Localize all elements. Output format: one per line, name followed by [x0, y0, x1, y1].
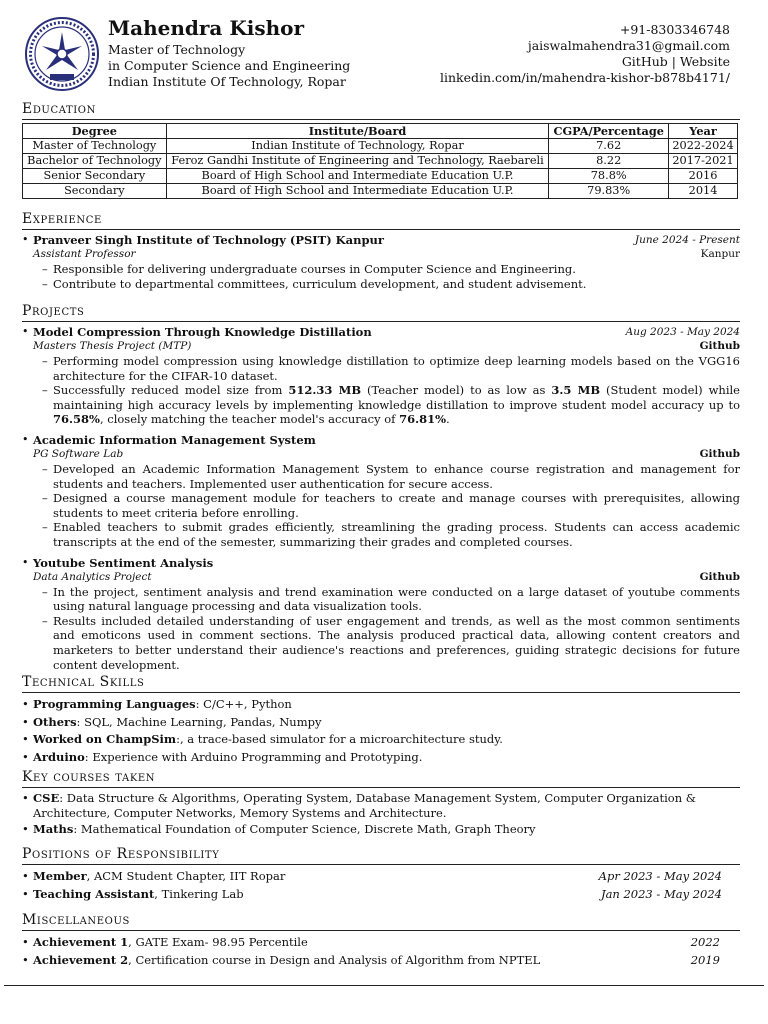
project-name: • Model Compression Through Knowledge Distillation: [33, 325, 372, 339]
column-header: CGPA/Percentage: [549, 124, 669, 139]
position-label: Member: [33, 869, 87, 883]
linkedin-link[interactable]: linkedin.com/in/mahendra-kishor-b878b4171/: [440, 70, 730, 85]
section-title: Technical Skills: [22, 674, 740, 693]
position-text: , ACM Student Chapter, IIT Ropar: [86, 869, 286, 883]
email-link[interactable]: jaiswalmahendra31@gmail.com: [527, 38, 730, 53]
list-item: – Enabled teachers to submit grades efficiently, streamlining the grading process. Students can access academic transcripts at the end of the semester, summarizing their grades and completed courses.: [42, 520, 740, 549]
dates: Aug 2023 - May 2024: [625, 326, 740, 338]
dates: Jan 2023 - May 2024: [600, 886, 722, 901]
experience-entry: [22, 233, 740, 291]
projects-section: [22, 303, 740, 672]
positions-section: [22, 846, 740, 903]
project-subtitle: Data Analytics Project: [33, 570, 152, 583]
achievement-item: [22, 952, 740, 970]
table-cell: Feroz Gandhi Institute of Engineering and Technology, Raebareli: [166, 154, 549, 169]
text: .: [446, 412, 450, 427]
achievement-label: Achievement 2: [33, 952, 129, 967]
degree-line-3: Indian Institute Of Technology, Ropar: [108, 74, 346, 89]
course-item: [22, 821, 740, 838]
bottom-divider: [4, 985, 764, 986]
project-name: • Academic Information Management System: [33, 432, 316, 447]
table-cell: Master of Technology: [23, 139, 167, 154]
table-cell: Board of High School and Intermediate Education U.P.: [166, 184, 549, 199]
courses-section: [22, 769, 740, 838]
section-title: Experience: [22, 211, 740, 230]
role: Assistant Professor: [33, 248, 136, 260]
skill-item: [22, 731, 740, 749]
section-title: Education: [22, 101, 740, 120]
section-title: Miscellaneous: [22, 912, 740, 931]
student-accuracy: 76.58%: [53, 412, 100, 427]
table-cell: 7.62: [549, 139, 669, 154]
position-item: [22, 886, 740, 904]
skill-label: Others: [33, 714, 77, 729]
column-header: Institute/Board: [166, 124, 549, 139]
skills-section: [22, 674, 740, 766]
text: Successfully reduced model size from: [53, 383, 289, 398]
skill-text: :, a trace-based simulator for a microarchitecture study.: [176, 732, 503, 746]
list-item: – Designed a course management module for teachers to create and manage courses with prerequisites, allowing students to meet criteria before enrolling.: [42, 491, 740, 520]
table-row: [23, 139, 738, 154]
text: (Student model) while maintaining high accuracy levels by implementing knowledge distillation to improve student model accuracy up to: [53, 383, 740, 412]
text: , closely matching the teacher model's accuracy of: [99, 412, 400, 427]
year: 2019: [690, 952, 720, 967]
achievement-text: , Certification course in Design and Analysis of Algorithm from NPTEL: [128, 952, 541, 967]
project-entry: [22, 433, 740, 550]
section-title: Projects: [22, 303, 740, 322]
github-link[interactable]: Github: [699, 447, 740, 460]
candidate-name: Mahendra Kishor: [108, 16, 305, 40]
degree-line-2: in Computer Science and Engineering: [108, 58, 351, 73]
experience-section: [22, 211, 740, 291]
skill-text: : C/C++, Python: [195, 697, 292, 711]
list-item: – In the project, sentiment analysis and trend examination were conducted on a large dataset of youtube comments using natural language processing and data visualization tools.: [42, 585, 740, 614]
text: (Teacher model) to as low as: [361, 383, 552, 398]
table-row: [23, 184, 738, 199]
table-cell: Bachelor of Technology: [23, 154, 167, 169]
table-row: [23, 154, 738, 169]
phone: +91-8303346748: [619, 22, 730, 37]
table-cell: Indian Institute of Technology, Ropar: [166, 139, 549, 154]
column-header: Degree: [23, 124, 167, 139]
project-entry: [22, 556, 740, 673]
institute-logo: [24, 16, 100, 92]
column-header: Year: [669, 124, 738, 139]
section-title: Key courses taken: [22, 769, 740, 788]
student-size: 3.5 MB: [551, 383, 601, 398]
misc-section: [22, 912, 740, 969]
header-contact: [440, 22, 730, 86]
skill-label: Programming Languages: [33, 697, 196, 711]
table-cell: 78.8%: [549, 169, 669, 184]
table-cell: 8.22: [549, 154, 669, 169]
list-item: – Developed an Academic Information Management System to enhance course registration and management for students and teachers. Implemented user authentication for secure access.: [42, 462, 740, 491]
achievement-label: Achievement 1: [33, 935, 129, 949]
organization: • Pranveer Singh Institute of Technology (PSIT) Kanpur: [33, 233, 384, 247]
dates: Apr 2023 - May 2024: [598, 869, 722, 883]
table-cell: 2016: [669, 169, 738, 184]
table-cell: 2022-2024: [669, 139, 738, 154]
table-cell: Secondary: [23, 184, 167, 199]
course-text: : Data Structure & Algorithms, Operating System, Database Management System, Computer Organization & Architecture, Computer Networks, Memory Systems and Architecture.: [33, 791, 697, 820]
degree-line-1: Master of Technology: [108, 42, 246, 57]
course-item: [22, 791, 740, 821]
course-label: CSE: [33, 791, 60, 805]
course-text: : Mathematical Foundation of Computer Science, Discrete Math, Graph Theory: [73, 822, 536, 836]
achievement-text: , GATE Exam- 98.95 Percentile: [128, 935, 308, 949]
section-title: Positions of Responsibility: [22, 846, 740, 865]
table-cell: 2017-2021: [669, 154, 738, 169]
year: 2022: [690, 935, 720, 949]
achievement-item: [22, 934, 740, 952]
list-item: – Responsible for delivering undergraduate courses in Computer Science and Engineering.: [42, 262, 740, 277]
github-link[interactable]: Github: [699, 340, 740, 352]
position-text: , Tinkering Lab: [154, 886, 244, 901]
list-item: – Contribute to departmental committees, curriculum development, and student advisement.: [42, 277, 740, 292]
education-section: [22, 101, 740, 199]
list-item: – Performing model compression using knowledge distillation to optimize deep learning models based on the VGG16 architecture for the CIFAR-10 dataset.: [42, 354, 740, 383]
github-link[interactable]: Github: [699, 570, 740, 583]
skill-text: : Experience with Arduino Programming and Prototyping.: [84, 749, 423, 764]
table-header-row: [23, 124, 738, 139]
position-label: Teaching Assistant: [33, 886, 155, 901]
table-cell: Board of High School and Intermediate Education U.P.: [166, 169, 549, 184]
project-entry: [22, 325, 740, 427]
list-item: – Results included detailed understanding of user engagement and trends, as well as the most common sentiments and emoticons used in comment sections. The analysis produced practical data, allowing content creators and marketers to better understand their audience's reactions and preferences, guiding strategic decisions for future content development.: [42, 614, 740, 672]
skill-item: [22, 714, 740, 732]
header-left: [108, 15, 350, 90]
table-cell: 2014: [669, 184, 738, 199]
table-cell: Senior Secondary: [23, 169, 167, 184]
teacher-size: 512.33 MB: [288, 383, 362, 398]
skill-item: [22, 696, 740, 714]
table-cell: 79.83%: [549, 184, 669, 199]
github-website-links[interactable]: GitHub | Website: [621, 54, 730, 69]
project-subtitle: PG Software Lab: [33, 447, 124, 460]
skill-item: [22, 749, 740, 767]
skill-label: Arduino: [33, 749, 85, 764]
skill-text: : SQL, Machine Learning, Pandas, Numpy: [76, 714, 322, 729]
teacher-accuracy: 76.81%: [399, 412, 447, 427]
list-item: [42, 383, 740, 427]
position-item: [22, 868, 740, 886]
skill-label: Worked on ChampSim: [33, 732, 177, 746]
project-subtitle: Masters Thesis Project (MTP): [33, 340, 192, 352]
education-table: [22, 123, 738, 199]
dates: June 2024 - Present: [634, 234, 740, 246]
project-name: • Youtube Sentiment Analysis: [33, 555, 214, 570]
course-label: Maths: [33, 822, 74, 836]
location: Kanpur: [700, 248, 740, 260]
table-row: [23, 169, 738, 184]
